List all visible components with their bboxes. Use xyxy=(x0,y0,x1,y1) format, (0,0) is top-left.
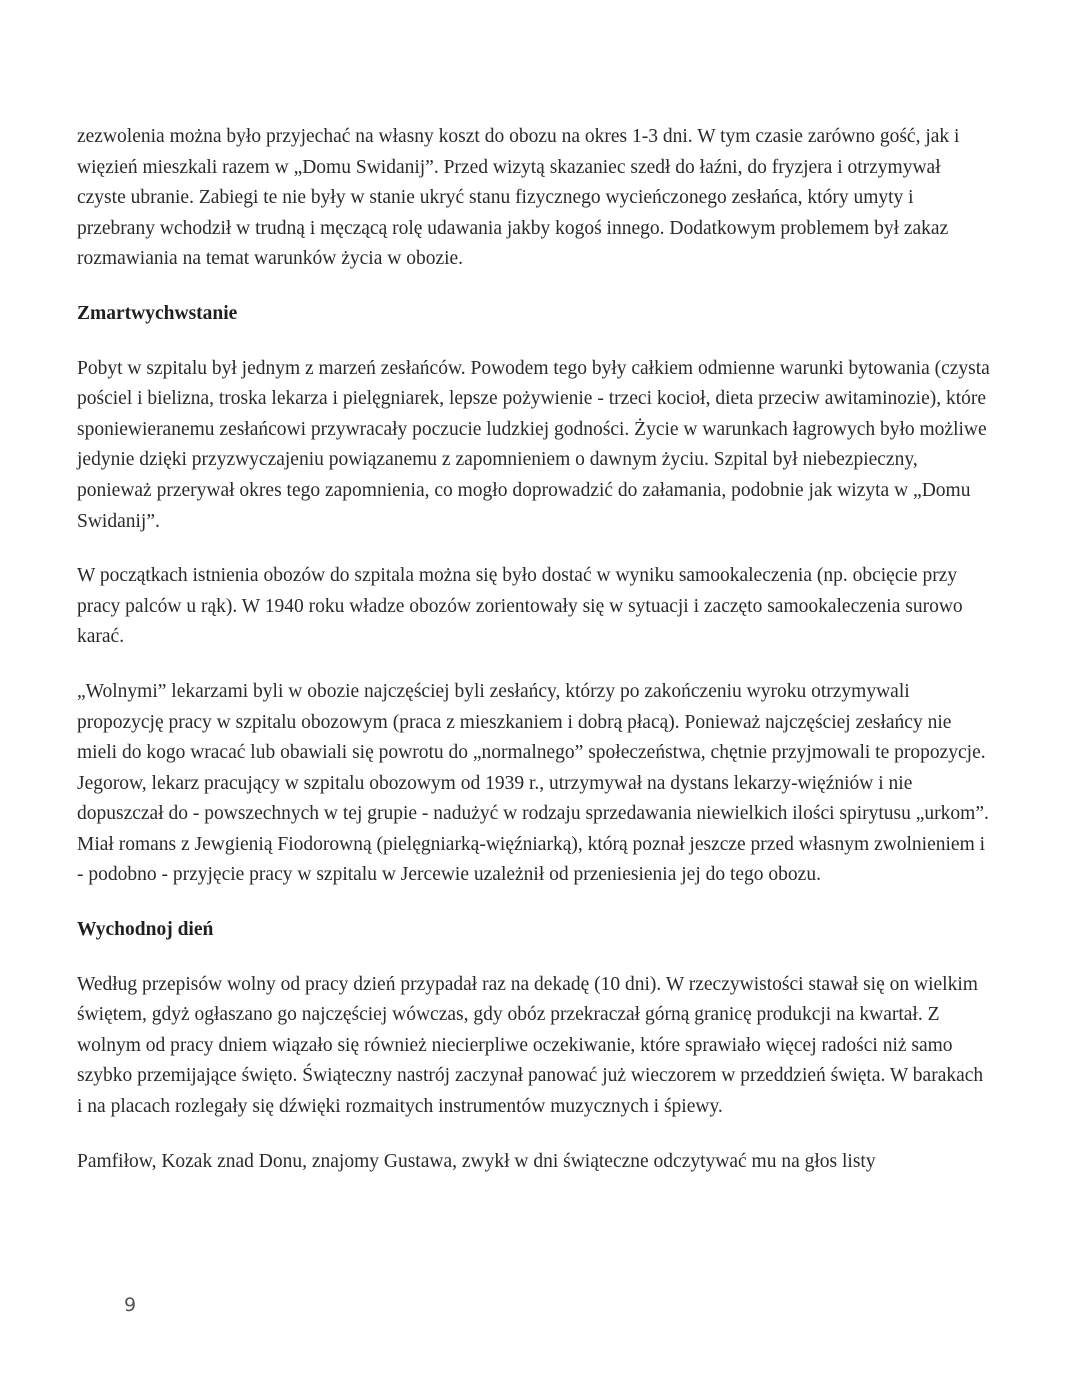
paragraph: Pobyt w szpitalu był jednym z marzeń zesłańców. Powodem tego były całkiem odmienne warunki bytowania (czysta pościel i bielizna, troska lekarza i pielęgniarek, lepsze pożywienie - trzeci kocioł, dieta przeciw awitaminozie), które sponiewieranemu zesłańcowi przywracały poczucie ludzkiej godności. Życie w warunkach łagrowych było możliwe jedynie dzięki przyzwyczajeniu powiązanemu z zapomnieniem o dawnym życiu. Szpital był niebezpieczny, ponieważ przerywał okres tego zapomnienia, co mogło doprowadzić do załamania, podobnie jak wizyta w „Domu Swidanij”. xyxy=(77,357,990,532)
paragraph: Pamfiłow, Kozak znad Donu, znajomy Gustawa, zwykł w dni świąteczne odczytywać mu na głos listy xyxy=(77,1150,876,1172)
paragraph: W początkach istnienia obozów do szpitala można się było dostać w wyniku samookaleczenia (np. obcięcie przy pracy palców u rąk). W 1940 roku władze obozów zorientowały się w sytuacji i zaczęto samookaleczenia surowo karać. xyxy=(77,565,963,648)
document-body xyxy=(77,122,992,1201)
paragraph: zezwolenia można było przyjechać na własny koszt do obozu na okres 1-3 dni. W tym czasie zarówno gość, jak i więzień mieszkali razem w „Domu Swidanij”. Przed wizytą skazaniec szedł do łaźni, do fryzjera i otrzymywał czyste ubranie. Zabiegi te nie były w stanie ukryć stanu fizycznego wycieńczonego zesłańca, który umyty i przebrany wchodził w trudną i męczącą rolę udawania jakby kogoś innego. Dodatkowym problemem był zakaz rozmawiania na temat warunków życia w obozie. xyxy=(77,126,960,270)
paragraph: „Wolnymi” lekarzami byli w obozie najczęściej byli zesłańcy, którzy po zakończeniu wyroku otrzymywali propozycję pracy w szpitalu obozowym (praca z mieszkaniem i dobrą płacą). Ponieważ najczęściej zesłańcy nie mieli do kogo wracać lub obawiali się powrotu do „normalnego” społeczeństwa, chętnie przyjmowali te propozycje. Jegorow, lekarz pracujący w szpitalu obozowym od 1939 r., utrzymywał na dystans lekarzy-więźniów i nie dopuszczał do - powszechnych w tej grupie - nadużyć w rodzaju sprzedawania niewielkich ilości spirytusu „urkom”. Miał romans z Jewgienią Fiodorowną (pielęgniarką-więźniarką), którą poznał jeszcze przed własnym zwolnieniem i - podobno - przyjęcie pracy w szpitalu w Jercewie uzależnił od przeniesienia jej do tego obozu. xyxy=(77,680,989,886)
section-heading-zmartwychwstanie: Zmartwychwstanie xyxy=(77,302,238,324)
paragraph: Według przepisów wolny od pracy dzień przypadał raz na dekadę (10 dni). W rzeczywistości stawał się on wielkim świętem, gdyż ogłaszano go najczęściej wówczas, gdy obóz przekraczał górną granicę produkcji na kwartał. Z wolnym od pracy dniem wiązało się również niecierpliwe oczekiwanie, które sprawiało więcej radości niż samo szybko przemijające święto. Świąteczny nastrój zaczynał panować już wieczorem w przeddzień święta. W barakach i na placach rozlegały się dźwięki rozmaitych instrumentów muzycznych i śpiewy. xyxy=(77,973,984,1118)
page-number: 9 xyxy=(124,1294,137,1316)
section-heading-wychodnoj-dien: Wychodnoj dień xyxy=(77,919,214,941)
